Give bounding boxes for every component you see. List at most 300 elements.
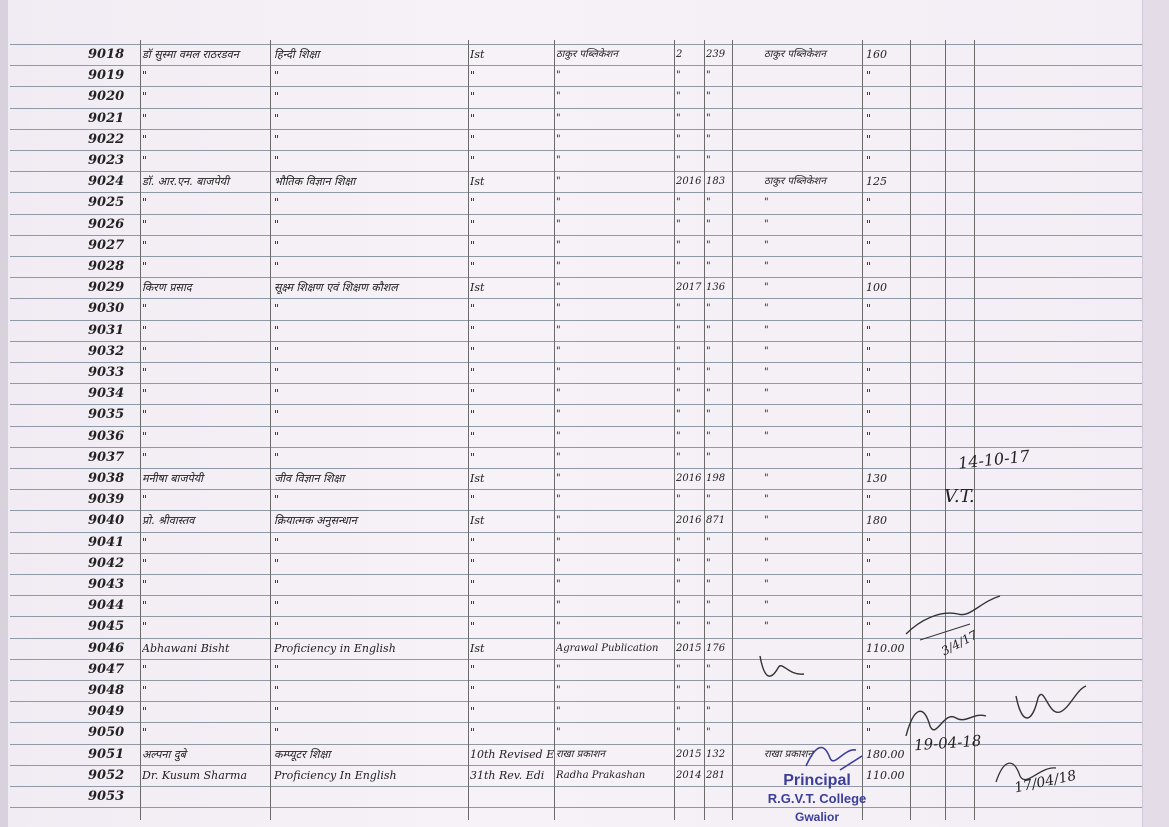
publisher-cell: "	[556, 346, 561, 357]
title-cell: कम्प्यूटर शिक्षा	[274, 748, 331, 761]
edition-cell: "	[470, 90, 476, 103]
edition-cell: "	[470, 133, 476, 146]
source-cell	[764, 86, 860, 107]
author-cell: "	[142, 90, 148, 103]
year-cell: "	[676, 155, 681, 166]
title-cell: "	[274, 451, 280, 464]
price-cell: "	[866, 536, 872, 549]
accession-number: 9032	[88, 344, 125, 359]
author-cell: "	[142, 536, 148, 549]
year-cell: "	[676, 70, 681, 81]
pages-cell: "	[706, 261, 711, 272]
author-cell: अल्पना दुबे	[142, 748, 186, 761]
pages-cell: "	[706, 346, 711, 357]
year-cell: "	[676, 91, 681, 102]
table-row	[0, 426, 1140, 447]
year-cell: "	[676, 346, 681, 357]
pages-cell: "	[706, 155, 711, 166]
price-cell: "	[866, 387, 872, 400]
author-cell: "	[142, 239, 148, 252]
publisher-cell: "	[556, 113, 561, 124]
author-cell: "	[142, 218, 148, 231]
title-cell: "	[274, 493, 280, 506]
publisher-cell: "	[556, 706, 561, 717]
edition-cell: "	[470, 726, 476, 739]
table-row	[0, 214, 1140, 235]
edition-cell: 10th Revised E	[470, 748, 554, 761]
pages-cell: "	[706, 579, 711, 590]
author-cell	[142, 786, 270, 807]
title-cell: "	[274, 196, 280, 209]
price-cell: "	[866, 620, 872, 633]
pages-cell: "	[706, 134, 711, 145]
price-cell: "	[866, 726, 872, 739]
author-cell: "	[142, 324, 148, 337]
title-cell: "	[274, 557, 280, 570]
table-row	[0, 298, 1140, 319]
pages-cell: "	[706, 706, 711, 717]
source-cell	[764, 701, 860, 722]
publisher-cell: "	[556, 600, 561, 611]
year-cell: "	[676, 452, 681, 463]
title-cell: "	[274, 90, 280, 103]
price-cell: "	[866, 451, 872, 464]
title-cell: भौतिक विज्ञान शिक्षा	[274, 175, 356, 188]
title-cell: "	[274, 430, 280, 443]
accession-number: 9051	[88, 747, 125, 762]
year-cell: "	[676, 664, 681, 675]
source-cell: "	[764, 197, 769, 208]
pages-cell: 198	[706, 473, 726, 484]
pages-cell: "	[706, 91, 711, 102]
accession-number: 9042	[88, 556, 125, 571]
table-row	[0, 86, 1140, 107]
year-cell	[676, 786, 704, 807]
pages-cell	[706, 786, 732, 807]
author-cell: "	[142, 196, 148, 209]
stamp-title: Principal	[783, 772, 851, 789]
table-row	[0, 150, 1140, 171]
edition-cell: "	[470, 69, 476, 82]
pages-cell: 132	[706, 749, 726, 760]
year-cell: "	[676, 134, 681, 145]
accession-number: 9027	[88, 238, 125, 253]
accession-number: 9039	[88, 492, 125, 507]
principal-signature	[800, 736, 870, 776]
year-cell: "	[676, 197, 681, 208]
edition-cell: Ist	[470, 472, 485, 485]
publisher-cell: "	[556, 388, 561, 399]
accession-number: 9030	[88, 301, 125, 316]
publisher-cell	[556, 786, 676, 807]
edition-cell: Ist	[470, 281, 485, 294]
price-cell: 180	[866, 514, 887, 527]
table-row	[0, 235, 1140, 256]
publisher-cell: "	[556, 473, 561, 484]
pages-cell: "	[706, 113, 711, 124]
edition-cell: "	[470, 324, 476, 337]
accession-number: 9019	[88, 68, 125, 83]
publisher-cell: राखा प्रकाशन	[556, 749, 605, 760]
publisher-cell: "	[556, 494, 561, 505]
table-row	[0, 320, 1140, 341]
title-cell: "	[274, 239, 280, 252]
source-cell: "	[764, 558, 769, 569]
title-cell: "	[274, 260, 280, 273]
pages-cell: "	[706, 303, 711, 314]
edition-cell: Ist	[470, 175, 485, 188]
edition-cell: "	[470, 218, 476, 231]
price-cell: 110.00	[866, 769, 905, 782]
publisher-cell: "	[556, 431, 561, 442]
price-cell: "	[866, 557, 872, 570]
price-cell: "	[866, 90, 872, 103]
edition-cell: "	[470, 366, 476, 379]
price-cell: "	[866, 345, 872, 358]
price-cell: "	[866, 154, 872, 167]
title-cell: "	[274, 154, 280, 167]
pages-cell: "	[706, 388, 711, 399]
author-cell: "	[142, 493, 148, 506]
table-row	[0, 129, 1140, 150]
author-cell: मनीषा बाजपेयी	[142, 472, 204, 485]
pages-cell: "	[706, 325, 711, 336]
publisher-cell: "	[556, 409, 561, 420]
accession-number: 9029	[88, 280, 125, 295]
edition-cell: "	[470, 260, 476, 273]
price-cell: "	[866, 599, 872, 612]
price-cell: "	[866, 366, 872, 379]
ruled-line	[10, 807, 1142, 808]
author-cell: "	[142, 684, 148, 697]
year-cell: "	[676, 706, 681, 717]
table-row	[0, 532, 1140, 553]
pages-cell: "	[706, 70, 711, 81]
source-cell: "	[764, 346, 769, 357]
publisher-cell: "	[556, 664, 561, 675]
year-cell: "	[676, 388, 681, 399]
edition-cell: "	[470, 557, 476, 570]
title-cell: जीव विज्ञान शिक्षा	[274, 472, 345, 485]
source-cell: "	[764, 219, 769, 230]
source-cell	[764, 65, 860, 86]
price-cell: "	[866, 133, 872, 146]
edition-cell	[470, 786, 554, 807]
source-cell: ठाकुर पब्लिकेशन	[764, 176, 826, 187]
year-cell: 2014	[676, 770, 702, 781]
price-cell: "	[866, 324, 872, 337]
accession-number: 9018	[88, 47, 125, 62]
price-cell: 110.00	[866, 642, 905, 655]
pages-cell: "	[706, 452, 711, 463]
year-cell: 2016	[676, 515, 702, 526]
author-cell: "	[142, 302, 148, 315]
publisher-cell: "	[556, 579, 561, 590]
table-row	[0, 108, 1140, 129]
edition-cell: "	[470, 387, 476, 400]
table-row	[0, 765, 1140, 786]
pages-cell: 176	[706, 643, 726, 654]
year-cell: "	[676, 409, 681, 420]
table-row	[0, 171, 1140, 192]
title-cell: "	[274, 663, 280, 676]
table-row	[0, 362, 1140, 383]
pages-cell: 871	[706, 515, 726, 526]
price-cell: "	[866, 705, 872, 718]
year-cell: "	[676, 431, 681, 442]
price-cell: "	[866, 578, 872, 591]
edition-cell: "	[470, 451, 476, 464]
year-cell: 2015	[676, 749, 702, 760]
table-row	[0, 404, 1140, 425]
accession-number: 9045	[88, 619, 125, 634]
publisher-cell: ठाकुर पब्लिकेशन	[556, 49, 618, 60]
publisher-cell: "	[556, 282, 561, 293]
pages-cell: "	[706, 197, 711, 208]
table-row	[0, 65, 1140, 86]
source-cell: "	[764, 494, 769, 505]
edition-cell: "	[470, 302, 476, 315]
source-cell: "	[764, 303, 769, 314]
publisher-cell: "	[556, 134, 561, 145]
source-cell: "	[764, 600, 769, 611]
title-cell: "	[274, 536, 280, 549]
accession-number: 9022	[88, 132, 125, 147]
price-cell: 100	[866, 281, 887, 294]
price-cell: "	[866, 430, 872, 443]
title-cell: "	[274, 324, 280, 337]
annotation-date-4: 17/04/18	[1013, 767, 1078, 797]
source-cell: "	[764, 325, 769, 336]
publisher-cell: "	[556, 685, 561, 696]
source-cell: "	[764, 261, 769, 272]
source-cell: "	[764, 621, 769, 632]
price-cell: 160	[866, 48, 887, 61]
accession-number: 9037	[88, 450, 125, 465]
edition-cell: "	[470, 408, 476, 421]
publisher-cell: Agrawal Publication	[556, 643, 659, 654]
edition-cell: "	[470, 599, 476, 612]
table-row	[0, 786, 1140, 807]
price-cell: "	[866, 112, 872, 125]
price-cell: "	[866, 493, 872, 506]
accession-number: 9052	[88, 768, 125, 783]
author-cell: "	[142, 408, 148, 421]
accession-number: 9034	[88, 386, 125, 401]
author-cell: किरण प्रसाद	[142, 281, 192, 294]
accession-number: 9024	[88, 174, 125, 189]
pages-cell: "	[706, 494, 711, 505]
title-cell: क्रियात्मक अनुसन्धान	[274, 514, 357, 527]
pages-cell: 239	[706, 49, 726, 60]
title-cell: "	[274, 345, 280, 358]
publisher-cell: "	[556, 303, 561, 314]
year-cell: 2017	[676, 282, 702, 293]
edition-cell: Ist	[470, 642, 485, 655]
publisher-cell: "	[556, 197, 561, 208]
page-edge-right	[1142, 0, 1169, 827]
source-cell: "	[764, 367, 769, 378]
source-cell: "	[764, 240, 769, 251]
edition-cell: "	[470, 620, 476, 633]
annotation-date-1: 14-10-17	[957, 446, 1031, 473]
author-cell: डॉ. आर.एन. बाजपेयी	[142, 175, 229, 188]
author-cell: "	[142, 663, 148, 676]
accession-number: 9050	[88, 725, 125, 740]
price-cell: "	[866, 663, 872, 676]
pages-cell: "	[706, 537, 711, 548]
table-row	[0, 553, 1140, 574]
price-cell: "	[866, 218, 872, 231]
title-cell: हिन्दी शिक्षा	[274, 48, 320, 61]
author-cell: "	[142, 620, 148, 633]
edition-cell: "	[470, 430, 476, 443]
accession-number: 9021	[88, 111, 125, 126]
stamp-college: R.G.V.T. College	[767, 791, 867, 806]
price-cell: "	[866, 196, 872, 209]
accession-number: 9028	[88, 259, 125, 274]
stamp-city: Gwalior	[794, 810, 839, 824]
accession-number: 9049	[88, 704, 125, 719]
author-cell: "	[142, 430, 148, 443]
title-cell: Proficiency In English	[274, 769, 397, 782]
author-cell: डॉ सुस्मा वमल राठरडवन	[142, 48, 239, 61]
price-cell: "	[866, 408, 872, 421]
title-cell: "	[274, 705, 280, 718]
year-cell: "	[676, 727, 681, 738]
source-cell	[764, 150, 860, 171]
year-cell: "	[676, 494, 681, 505]
author-cell: "	[142, 345, 148, 358]
year-cell: 2015	[676, 643, 702, 654]
accession-number: 9025	[88, 195, 125, 210]
publisher-cell: "	[556, 621, 561, 632]
year-cell: "	[676, 621, 681, 632]
title-cell: "	[274, 302, 280, 315]
signature-1	[752, 648, 812, 688]
author-cell: "	[142, 133, 148, 146]
edition-cell: "	[470, 112, 476, 125]
title-cell: Proficiency in English	[274, 642, 396, 655]
signature-4	[1010, 676, 1090, 736]
price-cell: "	[866, 69, 872, 82]
title-cell: "	[274, 578, 280, 591]
pages-cell: "	[706, 409, 711, 420]
year-cell: "	[676, 600, 681, 611]
year-cell: "	[676, 537, 681, 548]
edition-cell: "	[470, 493, 476, 506]
year-cell: "	[676, 367, 681, 378]
author-cell: "	[142, 112, 148, 125]
pages-cell: "	[706, 727, 711, 738]
author-cell: "	[142, 578, 148, 591]
pages-cell: 136	[706, 282, 726, 293]
table-row	[0, 510, 1140, 531]
publisher-cell: "	[556, 537, 561, 548]
author-cell: "	[142, 387, 148, 400]
accession-number: 9043	[88, 577, 125, 592]
year-cell: 2	[676, 49, 683, 60]
source-cell: ठाकुर पब्लिकेशन	[764, 49, 826, 60]
year-cell: 2016	[676, 473, 702, 484]
pages-cell: 183	[706, 176, 726, 187]
pages-cell: "	[706, 431, 711, 442]
publisher-cell: "	[556, 325, 561, 336]
price-cell: 125	[866, 175, 887, 188]
title-cell: "	[274, 599, 280, 612]
table-row	[0, 659, 1140, 680]
year-cell: "	[676, 261, 681, 272]
author-cell: "	[142, 557, 148, 570]
publisher-cell: "	[556, 727, 561, 738]
year-cell: "	[676, 579, 681, 590]
year-cell: "	[676, 303, 681, 314]
publisher-cell: "	[556, 452, 561, 463]
accession-number: 9020	[88, 89, 125, 104]
title-cell: "	[274, 366, 280, 379]
year-cell: "	[676, 685, 681, 696]
publisher-cell: "	[556, 261, 561, 272]
table-row	[0, 277, 1140, 298]
price-cell: "	[866, 684, 872, 697]
edition-cell: "	[470, 578, 476, 591]
title-cell	[274, 786, 468, 807]
accession-number: 9035	[88, 407, 125, 422]
edition-cell: "	[470, 684, 476, 697]
publisher-cell: "	[556, 70, 561, 81]
accession-number: 9026	[88, 217, 125, 232]
source-cell: "	[764, 282, 769, 293]
source-cell: "	[764, 473, 769, 484]
accession-number: 9053	[88, 789, 125, 804]
pages-cell: "	[706, 240, 711, 251]
accession-number: 9031	[88, 323, 125, 338]
year-cell: "	[676, 558, 681, 569]
table-row	[0, 256, 1140, 277]
publisher-cell: "	[556, 91, 561, 102]
price-cell: "	[866, 260, 872, 273]
edition-cell: "	[470, 196, 476, 209]
table-row	[0, 44, 1140, 65]
author-cell: "	[142, 451, 148, 464]
year-cell: "	[676, 219, 681, 230]
year-cell: "	[676, 240, 681, 251]
pages-cell: "	[706, 685, 711, 696]
source-cell: "	[764, 579, 769, 590]
title-cell: "	[274, 69, 280, 82]
publisher-cell: "	[556, 367, 561, 378]
edition-cell: "	[470, 239, 476, 252]
table-row	[0, 341, 1140, 362]
accession-number: 9036	[88, 429, 125, 444]
title-cell: "	[274, 620, 280, 633]
source-cell: "	[764, 388, 769, 399]
edition-cell: "	[470, 536, 476, 549]
year-cell: "	[676, 325, 681, 336]
accession-number: 9038	[88, 471, 125, 486]
annotation-initials: V.T.	[944, 486, 975, 507]
source-cell: "	[764, 431, 769, 442]
title-cell: सूक्ष्म शिक्षण एवं शिक्षण कौशल	[274, 281, 398, 294]
accession-number: 9023	[88, 153, 125, 168]
title-cell: "	[274, 726, 280, 739]
author-cell: "	[142, 705, 148, 718]
price-cell: "	[866, 302, 872, 315]
publisher-cell: "	[556, 155, 561, 166]
signature-3	[900, 696, 990, 746]
author-cell: "	[142, 154, 148, 167]
edition-cell: Ist	[470, 48, 485, 61]
